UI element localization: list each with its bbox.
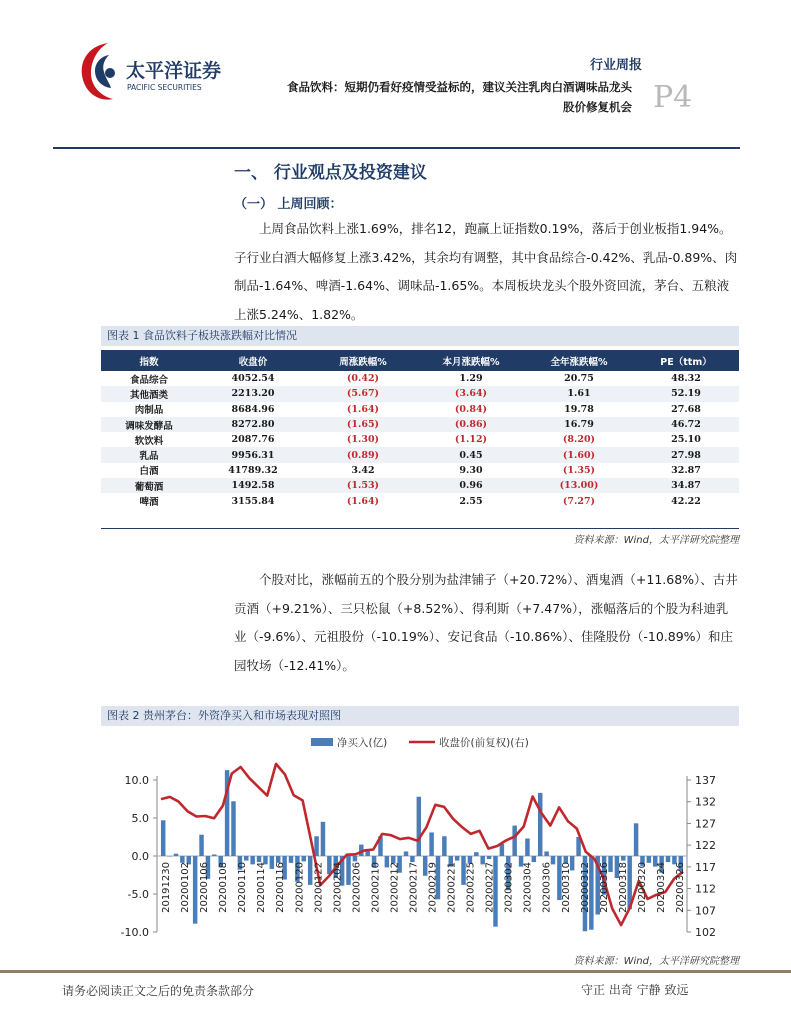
left-axis-tick-label: -10.0 <box>120 926 149 939</box>
net-buy-bar <box>199 835 203 856</box>
table-cell-index-name: 肉制品 <box>134 405 164 417</box>
weekly-review-paragraph <box>234 215 739 329</box>
table-cell: (1.64) <box>346 403 380 415</box>
table-cell: 34.87 <box>633 478 739 493</box>
table-row <box>101 447 739 462</box>
right-axis-tick-label: 112 <box>695 882 716 896</box>
net-buy-bar <box>257 856 261 862</box>
table1-bottom-rule <box>101 528 739 529</box>
x-axis-tick-label: 20200221 <box>446 862 458 913</box>
table-cell: 0.45 <box>417 447 525 462</box>
x-axis-tick-label: 20200122 <box>313 862 325 913</box>
legend-bar-swatch <box>311 738 333 746</box>
table-cell-index-name: 葡萄酒 <box>101 478 197 493</box>
table-cell: 9956.31 <box>197 447 309 462</box>
stock-comparison-text: 个股对比，涨幅前五的个股分别为盐津铺子（+20.72%）、酒鬼酒（+11.68%）、古井贡酒（+9.21%）、三只松鼠（+8.52%）、得利斯（+7.47%），涨幅落后的个股为科迪乳业（-9.6%）、元祖股份（-10.19%）、安记食品（-10.86%）、佳隆股份（-10.89%）和庄园牧场（-12.41%）。 <box>234 572 738 673</box>
table-row <box>101 386 739 401</box>
table-cell: (0.86) <box>417 417 525 432</box>
net-buy-bar <box>647 856 651 863</box>
col-header-close: 收盘价 <box>197 350 309 371</box>
table-cell: (1.60) <box>525 447 633 462</box>
col-header-ytd: 全年涨跌幅% <box>525 350 633 371</box>
table-row <box>101 463 739 478</box>
x-axis-tick-label: 20200304 <box>522 862 534 913</box>
table-cell: (1.12) <box>454 434 488 446</box>
moutai-foreign-flow-chart <box>101 728 739 950</box>
net-buy-bar <box>231 801 235 856</box>
table-cell: 20.75 <box>564 373 594 385</box>
table-cell: 2087.76 <box>231 434 275 446</box>
table-cell: 16.79 <box>525 417 633 432</box>
net-buy-bar <box>455 856 459 861</box>
weekly-review-text: 上周食品饮料上涨1.69%，排名12，跑赢上证指数0.19%，落后于创业板指1.94%。子行业白酒大幅修复上涨3.42%，其余均有调整，其中食品综合-0.42%、乳品-0.89%、肉制品-1.64%、啤酒-1.64%、调味品-1.65%。本周板块龙头个股外资回流，茅台、五粮液上涨5.24%、1.82%。 <box>234 221 738 322</box>
x-axis-tick-label: 20200106 <box>199 862 211 913</box>
subsector-performance-table <box>101 350 739 509</box>
x-axis-tick-label: 20200316 <box>598 862 610 913</box>
col-header-index: 指数 <box>101 350 197 371</box>
table-cell: 27.68 <box>671 403 701 415</box>
table-cell: (0.89) <box>309 447 417 462</box>
table-cell-index-name: 乳品 <box>101 447 197 462</box>
left-axis-tick-label: 0.0 <box>131 850 149 863</box>
right-axis-tick-label: 132 <box>695 795 716 809</box>
net-buy-bar <box>512 826 516 856</box>
net-buy-bar <box>180 856 184 863</box>
net-buy-bar <box>621 856 625 861</box>
net-buy-bar <box>532 856 536 862</box>
x-axis-tick-label: 20200210 <box>370 862 382 913</box>
x-axis-tick-label: 20200320 <box>636 862 648 913</box>
table1-source: 资料来源：Wind，太平洋研究院整理 <box>573 535 739 546</box>
net-buy-bar <box>212 854 216 856</box>
table-cell-index-name: 白酒 <box>139 466 159 478</box>
x-axis-tick-label: 20200102 <box>180 862 192 913</box>
table-cell: 1492.58 <box>197 478 309 493</box>
x-axis-tick-label: 20200324 <box>655 862 667 913</box>
net-buy-bar <box>487 856 491 859</box>
table-cell: (13.00) <box>525 478 633 493</box>
col-header-pe: PE（ttm） <box>633 350 739 371</box>
table-cell: 2.55 <box>459 495 483 507</box>
table-row <box>101 371 739 386</box>
report-title-line1: 食品饮料：短期仍看好疫情受益标的，建议关注乳肉白酒调味品龙头 <box>287 80 632 94</box>
table-cell: 48.32 <box>671 373 701 385</box>
x-axis-tick-label: 20200318 <box>617 862 629 913</box>
table-cell: 42.22 <box>671 495 701 507</box>
sub-heading: （一） 上周回顾： <box>234 197 343 212</box>
table-row <box>101 432 739 447</box>
x-axis-tick-label: 20200326 <box>675 862 686 913</box>
table-cell-index-name: 软饮料 <box>134 435 164 447</box>
x-axis-tick-label: 20200312 <box>579 862 591 913</box>
table-cell: (1.53) <box>309 478 417 493</box>
x-axis-tick-label: 20200227 <box>484 862 496 913</box>
table-cell-index-name: 调味发酵品 <box>101 417 197 432</box>
table-cell: (1.65) <box>309 417 417 432</box>
net-buy-bar <box>308 856 312 885</box>
x-axis-tick-label: 20200219 <box>427 862 439 913</box>
table-cell: 8684.96 <box>231 403 275 415</box>
right-axis-tick-label: 137 <box>695 774 716 787</box>
x-axis-tick-label: 20200302 <box>503 862 515 913</box>
net-buy-bar <box>410 856 414 862</box>
table-cell: (7.27) <box>562 495 596 507</box>
x-axis-tick-label: 20200204 <box>332 862 344 913</box>
x-axis-tick-label: 20200217 <box>408 862 420 913</box>
chart2-source: 资料来源：Wind，太平洋研究院整理 <box>573 956 739 967</box>
report-type-tag: 行业周报 <box>589 58 642 73</box>
page-number: P4 <box>653 80 693 115</box>
col-header-weekly: 周涨跌幅% <box>309 350 417 371</box>
table-cell: (8.20) <box>562 434 596 446</box>
disclaimer-note: 请务必阅读正文之后的免责条款部分 <box>62 984 255 998</box>
table-cell: 32.87 <box>671 464 701 476</box>
header-divider <box>53 147 740 149</box>
chart-legend <box>311 736 529 749</box>
table-cell: 3.42 <box>351 464 375 476</box>
right-axis-tick-label: 107 <box>695 904 716 918</box>
net-buy-bar <box>276 856 280 863</box>
report-title <box>234 77 632 117</box>
net-buy-bar <box>634 823 638 856</box>
net-buy-bar <box>474 852 478 856</box>
table-cell: 46.72 <box>633 417 739 432</box>
table-cell: (1.64) <box>346 495 380 507</box>
right-axis-tick-label: 117 <box>695 860 716 874</box>
net-buy-bar <box>250 856 254 864</box>
table-cell: 41789.32 <box>228 464 278 476</box>
net-buy-bar <box>385 856 389 867</box>
left-axis-tick-label: -5.0 <box>127 888 149 901</box>
left-axis-tick-label: 10.0 <box>124 774 149 787</box>
x-axis-tick-label: 20200114 <box>256 862 268 913</box>
section-heading: 一、 行业观点及投资建议 <box>234 163 427 183</box>
net-buy-bar <box>525 839 529 856</box>
x-axis-tick-label: 20200110 <box>237 862 249 913</box>
net-buy-bar <box>161 820 165 856</box>
table-cell: 25.10 <box>671 434 701 446</box>
x-axis-tick-label: 20200212 <box>389 862 401 913</box>
table-cell: 0.96 <box>417 478 525 493</box>
footer-divider <box>0 970 791 973</box>
table-cell: 1.61 <box>525 386 633 401</box>
net-buy-bar <box>289 856 293 863</box>
net-buy-bar <box>244 856 248 861</box>
net-buy-bar <box>193 856 197 924</box>
table-cell: 1.29 <box>459 373 483 385</box>
right-axis-tick-label: 122 <box>695 839 716 853</box>
company-motto: 守正 出奇 宁静 致远 <box>581 983 689 997</box>
x-axis-tick-label: 20191230 <box>161 862 172 913</box>
net-buy-bar <box>538 793 542 856</box>
table-cell: 19.78 <box>564 403 594 415</box>
net-buy-bar <box>327 856 331 874</box>
net-buy-bar <box>500 844 504 856</box>
net-buy-bar <box>314 836 318 856</box>
net-buy-bar <box>346 856 350 885</box>
table-header-row <box>101 350 739 371</box>
net-buy-bar <box>321 822 325 856</box>
table-cell-index-name: 食品综合 <box>129 374 168 386</box>
company-logo <box>74 40 234 110</box>
x-axis-tick-label: 20200108 <box>218 862 230 913</box>
report-title-line2: 股价修复机会 <box>563 100 632 114</box>
chart2-caption: 图表 2 贵州茅台：外资净买入和市场表现对照图 <box>101 706 739 726</box>
x-axis-tick-label: 20200310 <box>560 862 572 913</box>
table-cell: 52.19 <box>633 386 739 401</box>
right-axis-tick-label: 127 <box>695 817 716 831</box>
table-cell: 8272.80 <box>197 417 309 432</box>
x-axis-tick-label: 20200225 <box>465 862 477 913</box>
table-cell: (0.42) <box>346 373 380 385</box>
table-cell-index-name: 啤酒 <box>139 497 159 509</box>
table-cell: 4052.54 <box>231 373 275 385</box>
table1-caption: 图表 1 食品饮料子板块涨跌幅对比情况 <box>101 326 739 346</box>
net-buy-bar <box>302 856 306 861</box>
right-axis-tick-label: 102 <box>695 926 716 939</box>
net-buy-bar <box>353 856 357 861</box>
net-buy-bar <box>544 851 548 856</box>
x-axis-tick-label: 20200116 <box>275 862 287 913</box>
legend-bar-label: 净买入(亿) <box>337 737 388 749</box>
table-row <box>101 417 739 432</box>
table-cell: (0.84) <box>454 403 488 415</box>
table-cell: (5.67) <box>309 386 417 401</box>
table-row <box>101 402 739 417</box>
table-row <box>101 493 739 508</box>
net-buy-bar <box>417 797 421 856</box>
net-buy-bar <box>167 856 171 857</box>
net-buy-bar <box>429 832 433 856</box>
table-cell: (1.30) <box>346 434 380 446</box>
col-header-monthly: 本月涨跌幅% <box>417 350 525 371</box>
net-buy-bar <box>404 851 408 856</box>
logo-en-text: PACIFIC SECURITIES <box>127 83 202 92</box>
stock-comparison-paragraph <box>234 566 739 680</box>
x-axis-tick-label: 20200206 <box>351 862 363 913</box>
table-cell: (1.35) <box>562 464 596 476</box>
net-buy-bar <box>442 836 446 856</box>
table-row <box>101 478 739 493</box>
logo-cn-text: 太平洋证券 <box>126 60 222 82</box>
logo-mark-icon <box>82 43 115 100</box>
table-cell: (3.64) <box>417 386 525 401</box>
table-cell: 27.98 <box>633 447 739 462</box>
table-cell: 2213.20 <box>197 386 309 401</box>
net-buy-bar <box>174 854 178 856</box>
x-axis-tick-label: 20200306 <box>541 862 553 913</box>
table-cell-index-name: 其他酒类 <box>101 386 197 401</box>
table-cell: 3155.84 <box>231 495 275 507</box>
net-buy-bar <box>270 856 274 869</box>
legend-line-label: 收盘价(前复权)(右) <box>439 737 529 749</box>
x-axis-tick-label: 20200120 <box>294 862 306 913</box>
left-axis-tick-label: 5.0 <box>131 812 149 825</box>
table-cell: 9.30 <box>459 464 483 476</box>
net-buy-bar <box>666 856 670 862</box>
